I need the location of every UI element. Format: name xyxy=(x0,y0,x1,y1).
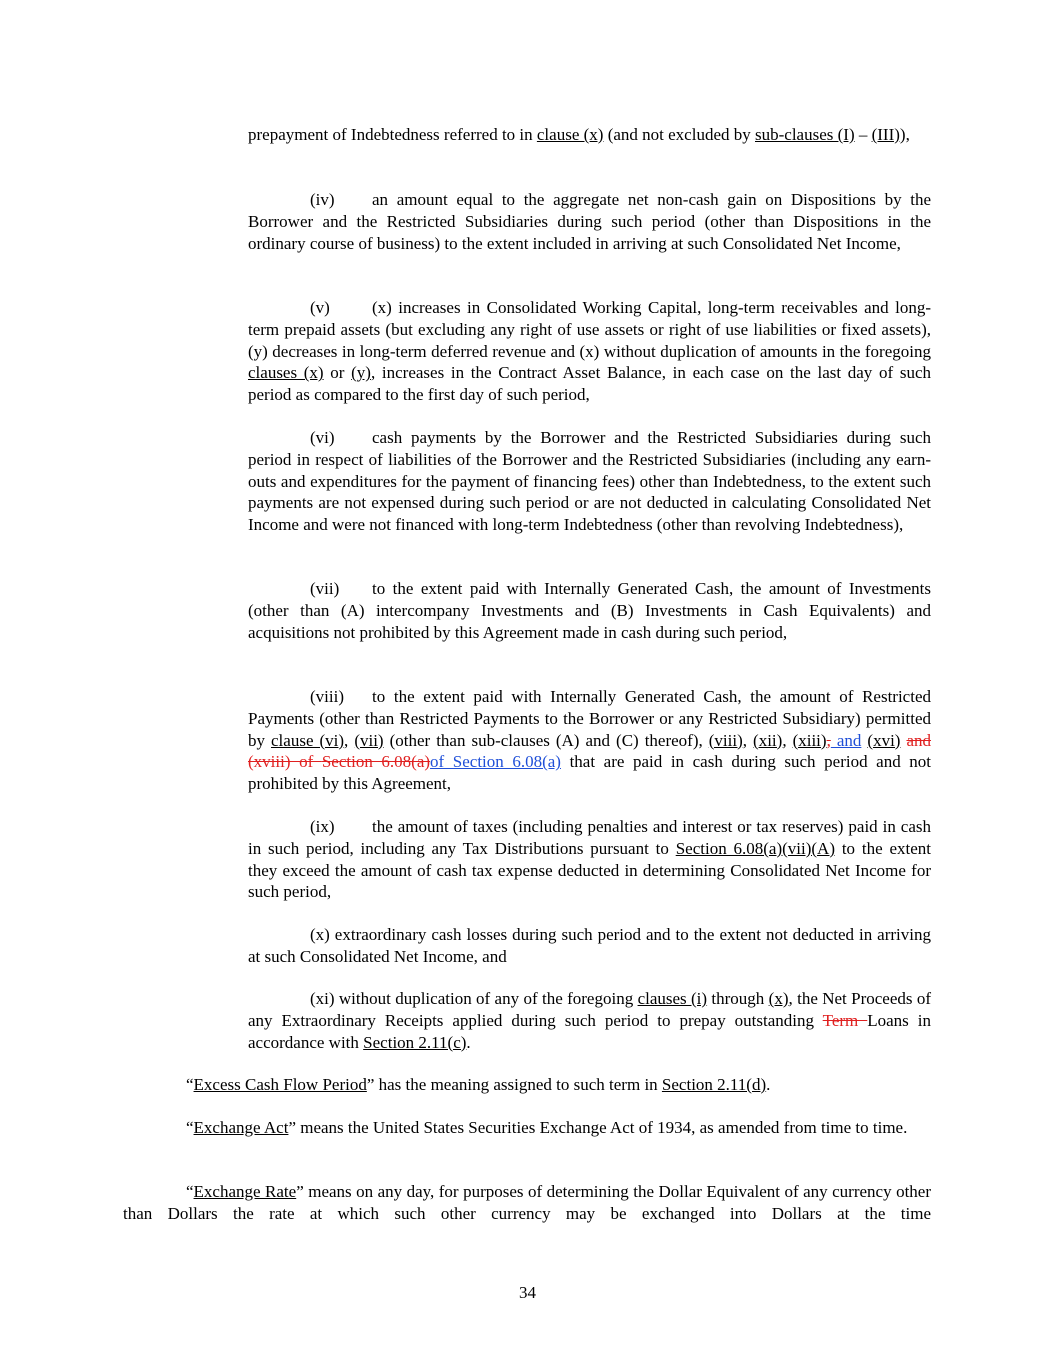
clause-text: to the extent paid with Internally Generated Cash, the amount of Investments (other than (A) intercompany Investments and (B) Investments in Cash Equivalents) and acquisitions not prohibited by this Agreement made in cash during such period, xyxy=(248,579,931,642)
cross-reference: (y) xyxy=(351,363,371,383)
clause-number: (vii) xyxy=(310,579,340,598)
definition-text: ” means the United States Securities Exchange Act of 1934, as amended from time to time. xyxy=(288,1118,908,1137)
inserted-text: and xyxy=(830,730,862,750)
cross-reference: sub-clauses (I) xyxy=(755,125,855,144)
text: ), xyxy=(899,125,910,144)
clause-text: cash payments by the Borrower and the Restricted Subsidiaries during such period in respect of liabilities of the Borrower and the Restricted Subsidiaries (including any earn-outs and expenditures for the payment of financing fees) other than Indebtedness, to the extent such payments are not expensed during such period or are not deducted in calculating Consolidated Net Income and were not financed with long-term Indebtedness (other than revolving Indebtedness), xyxy=(248,428,931,535)
clause-text: the amount of taxes (including penalties and interest or tax reserves) paid in cash in such period, including any Tax Distributions pursuant to xyxy=(248,817,931,858)
text: (and not excluded by xyxy=(603,125,755,144)
deleted-text: , xyxy=(826,730,831,750)
clause-x xyxy=(248,924,931,968)
clause-v xyxy=(248,297,931,406)
paragraph-continuation xyxy=(248,124,931,146)
deleted-reference: Section 6.08(a) xyxy=(321,752,431,772)
defined-term: Excess Cash Flow Period xyxy=(193,1075,367,1094)
clause-text: an amount equal to the aggregate net non-cash gain on Dispositions by the Borrower and the Restricted Subsidiaries during such period (other than Dispositions in the ordinary course of business) to the extent included in arriving at such Consolidated Net Income, xyxy=(248,190,931,253)
clause-text: (x) increases in Consolidated Working Capital, long-term receivables and long-term prepaid assets (but excluding any right of use assets or right of use liabilities or fixed assets), (y) decreases in long-term deferred revenue and (x) without duplication of amounts in the foregoing xyxy=(248,298,931,361)
clause-text: to the extent they exceed the amount of cash tax expense deducted in determining Consolidated Net Income for such period, xyxy=(248,838,931,902)
clause-text: , increases in the Contract Asset Balance, in each case on the last day of such period as compared to the first day of such period, xyxy=(248,363,931,405)
cross-reference: clauses (i) xyxy=(637,989,708,1008)
text: – xyxy=(854,125,872,144)
cross-reference: (vii) xyxy=(354,730,384,750)
quote-mark: “ xyxy=(186,1182,194,1201)
clause-text: . xyxy=(466,1032,471,1052)
clause-text: or xyxy=(323,363,352,383)
definition-text: ” means on any day, for purposes of determining the Dollar Equivalent of any currency other than Dollars the rate at which such other currency may be exchanged into Dollars at the time xyxy=(123,1182,931,1223)
clause-text: , xyxy=(742,730,754,750)
clause-vi xyxy=(248,427,931,536)
clause-text: (xi) without duplication of any of the foregoing xyxy=(310,989,638,1008)
cross-reference: (xiii) xyxy=(792,730,827,750)
clause-vii xyxy=(248,578,931,643)
text: prepayment of Indebtedness referred to in xyxy=(248,125,537,144)
definition-exchange-act xyxy=(123,1117,931,1139)
clause-number: (ix) xyxy=(310,817,335,836)
definition-text: . xyxy=(766,1075,771,1094)
clause-number: (iv) xyxy=(310,190,335,209)
cross-reference: clauses (x) xyxy=(248,363,324,383)
cross-reference: clause (vi) xyxy=(271,730,345,750)
clause-text: that are paid in cash during such period and not prohibited by this Agreement, xyxy=(248,752,932,794)
inserted-reference: of Section 6.08(a) xyxy=(430,752,561,772)
definition-exchange-rate xyxy=(123,1181,931,1225)
definition-text: ” has the meaning assigned to such term in xyxy=(366,1075,662,1094)
page-number: 34 xyxy=(519,1283,536,1302)
clause-xi xyxy=(248,988,931,1053)
clause-iv xyxy=(248,189,931,254)
quote-mark: “ xyxy=(186,1075,194,1094)
clause-viii xyxy=(248,686,931,795)
deleted-text: and (xviii) of xyxy=(248,730,932,772)
cross-reference: (x) xyxy=(768,989,789,1008)
defined-term: Exchange Act xyxy=(193,1118,289,1137)
clause-text: (x) extraordinary cash losses during such period and to the extent not deducted in arriving at such Consolidated Net Income, and xyxy=(248,925,931,966)
clause-number: (v) xyxy=(310,298,330,317)
deleted-text: Term xyxy=(822,1010,868,1030)
clause-text: , xyxy=(344,730,355,750)
clause-ix xyxy=(248,816,931,903)
cross-reference: Section 2.11(c) xyxy=(363,1032,467,1052)
clause-number: (vi) xyxy=(310,428,335,447)
cross-reference: (III) xyxy=(871,125,900,144)
cross-reference: clause (x) xyxy=(536,125,604,144)
clause-text: , the Net Proceeds of any Extraordinary Receipts applied during such period to prepay outstanding xyxy=(248,989,932,1030)
clause-number: (viii) xyxy=(310,687,344,706)
cross-reference: Section 2.11(d) xyxy=(661,1075,767,1094)
quote-mark: “ xyxy=(186,1118,194,1137)
cross-reference: Section 6.08(a)(vii)(A) xyxy=(675,838,835,858)
cross-reference: (viii) xyxy=(708,730,743,750)
defined-term: Exchange Rate xyxy=(193,1182,297,1201)
clause-text: Loans in accordance with xyxy=(248,1010,931,1052)
cross-reference: (xii) xyxy=(753,730,783,750)
clause-text: , xyxy=(782,730,793,750)
clause-text: (other than sub-clauses (A) and (C) thereof), xyxy=(383,730,709,750)
cross-reference: (xvi) xyxy=(867,730,901,750)
clause-text: through xyxy=(707,989,769,1008)
definition-excess-cash-flow-period xyxy=(123,1074,931,1096)
clause-text: to the extent paid with Internally Generated Cash, the amount of Restricted Payments (other than Restricted Payments to the Borrower or any Restricted Subsidiary) permitted by xyxy=(248,687,931,750)
